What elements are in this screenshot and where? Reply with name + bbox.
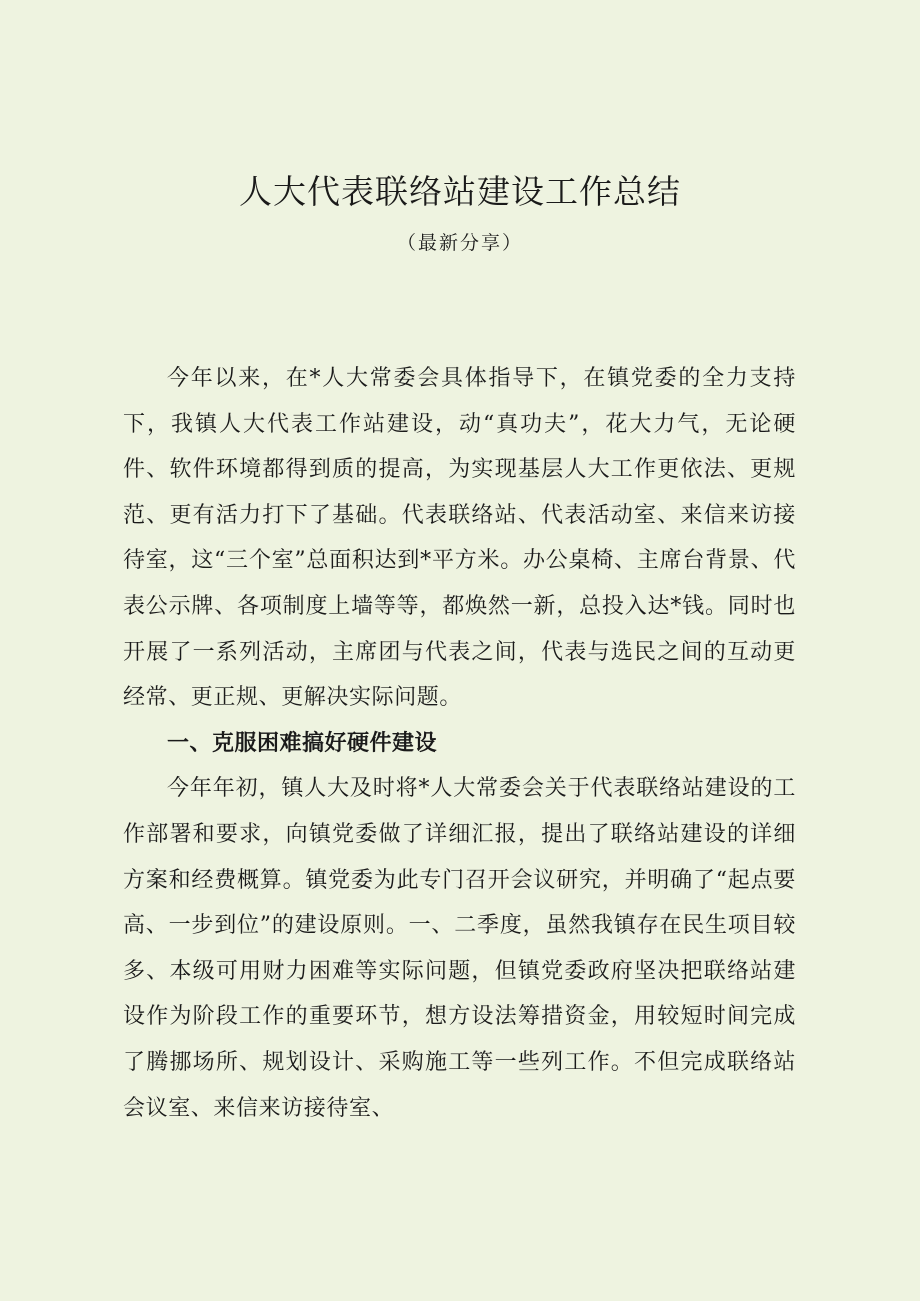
document-title: 人大代表联络站建设工作总结 [239,172,681,211]
section-paragraph: 今年年初，镇人大及时将*人大常委会关于代表联络站建设的工作部署和要求，向镇党委做了详细汇报，提出了联络站建设的详细方案和经费概算。镇党委为此专门召开会议研究，并明确了“起点要高、一步到位”的建设原则。一、二季度，虽然我镇存在民生项目较多、本级可用财力困难等实际问题，但镇党委政府坚决把联络站建设作为阶段工作的重要环节，想方设法筹措资金，用较短时间完成了腾挪场所、规划设计、采购施工等一些列工作。不但完成联络站会议室、来信来访接待室、 [123,776,796,1121]
document-body [123,356,796,1131]
intro-paragraph: 今年以来，在*人大常委会具体指导下，在镇党委的全力支持下，我镇人大代表工作站建设，动“真功夫”，花大力气，无论硬件、软件环境都得到质的提高，为实现基层人大工作更依法、更规范、更有活力打下了基础。代表联络站、代表活动室、来信来访接待室，这“三个室”总面积达到*平方米。办公桌椅、主席台背景、代表公示牌、各项制度上墙等等，都焕然一新，总投入达*钱。同时也开展了一系列活动，主席团与代表之间，代表与选民之间的互动更经常、更正规、更解决实际问题。 [123,366,796,711]
document-subtitle: （最新分享） [396,232,523,254]
section-heading: 一、克服困难搞好硬件建设 [167,730,438,756]
